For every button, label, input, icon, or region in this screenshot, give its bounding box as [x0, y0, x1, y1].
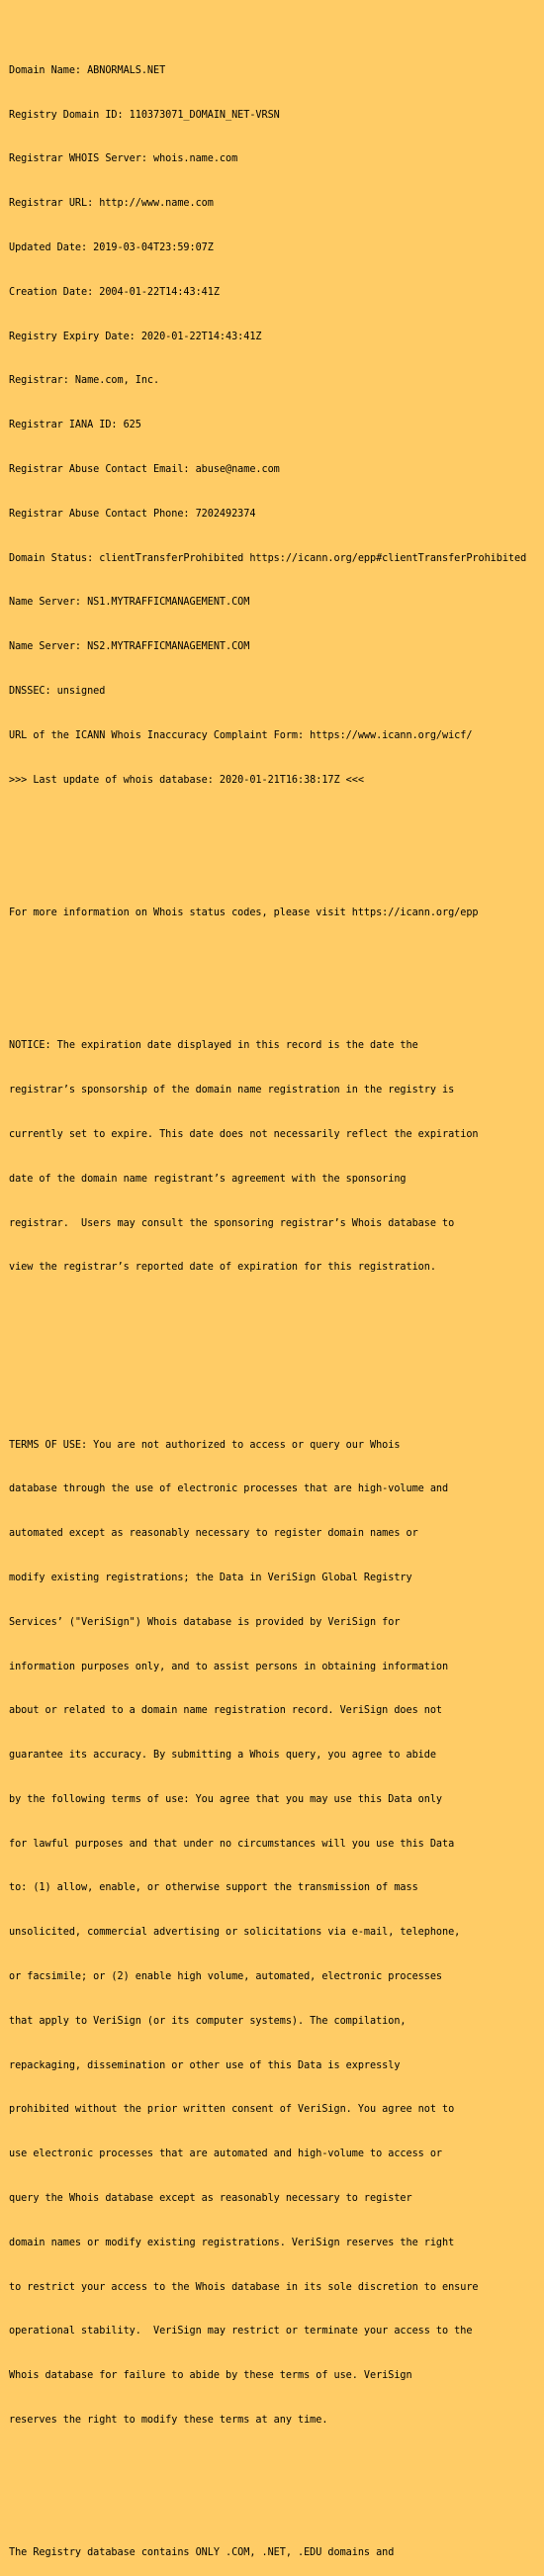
notice-line: NOTICE: The expiration date displayed in this record is the date the — [9, 1040, 418, 1052]
terms-line: to restrict your access to the Whois database in its sole discretion to ensure — [9, 2281, 479, 2293]
whois-document — [9, 5, 539, 2576]
status-info-line: For more information on Whois status codes, please visit https://icann.org/epp — [9, 906, 479, 918]
notice-line: registrar’s sponsorship of the domain name registration in the registry is — [9, 1085, 455, 1097]
terms-line: database through the use of electronic processes that are high-volume and — [9, 1483, 449, 1495]
notice-line: registrar. Users may consult the sponsoring registrar’s Whois database to — [9, 1217, 455, 1229]
record-icann-complaint-url: URL of the ICANN Whois Inaccuracy Complaint Form: https://www.icann.org/wicf/ — [9, 729, 473, 741]
terms-line: use electronic processes that are automated and high-volume to access or — [9, 2148, 443, 2160]
record-dnssec: DNSSEC: unsigned — [9, 685, 106, 697]
terms-line: about or related to a domain name registration record. VeriSign does not — [9, 1705, 443, 1717]
terms-line: Whois database for failure to abide by these terms of use. VeriSign — [9, 2370, 412, 2382]
record-registry-expiry-date: Registry Expiry Date: 2020-01-22T14:43:41Z — [9, 331, 262, 342]
terms-line: Services’ ("VeriSign") Whois database is provided by VeriSign for — [9, 1616, 401, 1628]
terms-line: unsolicited, commercial advertising or solicitations via e-mail, telephone, — [9, 1927, 461, 1939]
terms-line: query the Whois database except as reasonably necessary to register — [9, 2193, 412, 2205]
terms-line: information purposes only, and to assist persons in obtaining information — [9, 1661, 449, 1672]
record-registrar-url: Registrar URL: http://www.name.com — [9, 198, 214, 210]
record-creation-date: Creation Date: 2004-01-22T14:43:41Z — [9, 286, 220, 298]
terms-line: to: (1) allow, enable, or otherwise support the transmission of mass — [9, 1882, 418, 1894]
terms-line: or facsimile; or (2) enable high volume, automated, electronic processes — [9, 1971, 443, 1983]
record-last-update: >>> Last update of whois database: 2020-01-21T16:38:17Z <<< — [9, 774, 364, 786]
terms-line: repackaging, dissemination or other use of this Data is expressly — [9, 2059, 401, 2071]
record-domain-name: Domain Name: ABNORMALS.NET — [9, 64, 166, 76]
notice-line: view the registrar’s reported date of expiration for this registration. — [9, 1262, 436, 1274]
terms-line: modify existing registrations; the Data in VeriSign Global Registry — [9, 1572, 412, 1583]
record-domain-status: Domain Status: clientTransferProhibited https://icann.org/epp#clientTransferProhibited — [9, 552, 527, 564]
spacer — [9, 1350, 539, 1365]
notice-line: date of the domain name registrant’s agreement with the sponsoring — [9, 1173, 407, 1185]
terms-line: prohibited without the prior written consent of VeriSign. You agree not to — [9, 2104, 455, 2116]
terms-line: reserves the right to modify these terms at any time. — [9, 2415, 328, 2427]
notice-line: currently set to expire. This date does not necessarily reflect the expiration — [9, 1128, 479, 1140]
record-registrar: Registrar: Name.com, Inc. — [9, 375, 160, 387]
record-registrar-iana-id: Registrar IANA ID: 625 — [9, 420, 141, 431]
record-abuse-email: Registrar Abuse Contact Email: abuse@name.com — [9, 463, 280, 475]
spacer — [9, 951, 539, 966]
spacer — [9, 2503, 539, 2518]
record-name-server-1: Name Server: NS1.MYTRAFFICMANAGEMENT.COM — [9, 597, 250, 609]
notice-paragraph — [9, 1009, 539, 1305]
spacer — [9, 862, 539, 877]
whois-records — [9, 35, 539, 817]
terms-line: for lawful purposes and that under no circumstances will you use this Data — [9, 1838, 455, 1850]
record-name-server-2: Name Server: NS2.MYTRAFFICMANAGEMENT.COM — [9, 641, 250, 653]
terms-line: TERMS OF USE: You are not authorized to access or query our Whois — [9, 1439, 401, 1451]
terms-line: operational stability. VeriSign may restrict or terminate your access to the — [9, 2326, 473, 2337]
registry-note-line: The Registry database contains ONLY .COM, .NET, .EDU domains and — [9, 2547, 395, 2559]
record-abuse-phone: Registrar Abuse Contact Phone: 7202492374 — [9, 508, 256, 520]
terms-paragraph — [9, 1409, 539, 2458]
record-updated-date: Updated Date: 2019-03-04T23:59:07Z — [9, 241, 214, 253]
terms-line: domain names or modify existing registrations. VeriSign reserves the right — [9, 2237, 455, 2248]
terms-line: automated except as reasonably necessary to register domain names or — [9, 1528, 418, 1540]
record-registrar-whois-server: Registrar WHOIS Server: whois.name.com — [9, 153, 238, 165]
terms-line: that apply to VeriSign (or its computer systems). The compilation, — [9, 2015, 407, 2027]
record-registry-domain-id: Registry Domain ID: 110373071_DOMAIN_NET-VRSN — [9, 109, 280, 121]
terms-line: by the following terms of use: You agree that you may use this Data only — [9, 1793, 443, 1805]
terms-line: guarantee its accuracy. By submitting a Whois query, you agree to abide — [9, 1750, 436, 1762]
